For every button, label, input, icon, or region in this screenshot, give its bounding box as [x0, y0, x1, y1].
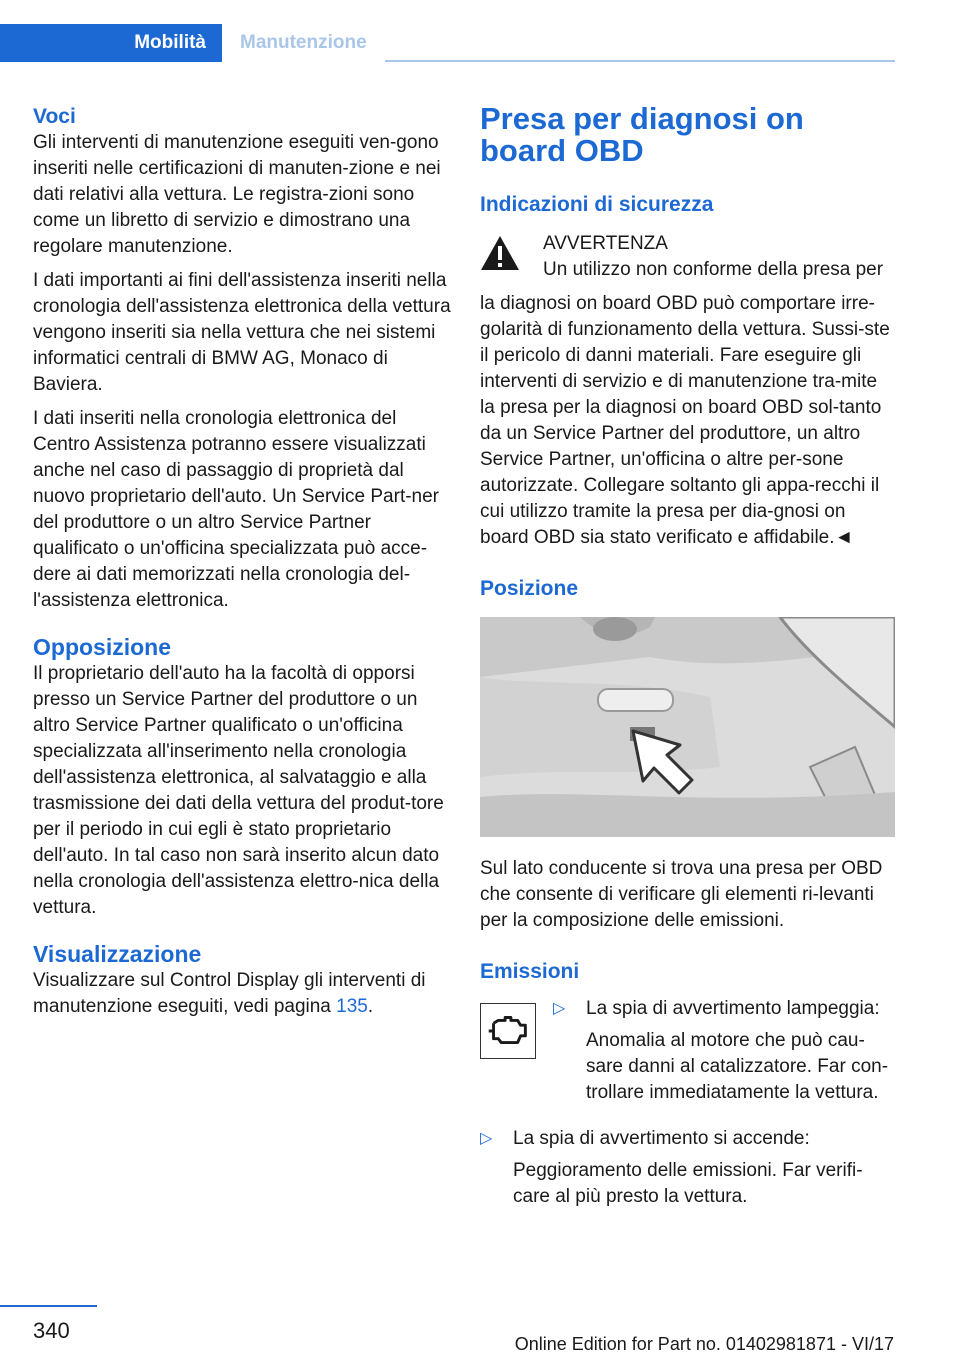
- bullet-steady-title: La spia di avvertimento si accende:: [513, 1128, 810, 1149]
- warning-block: [480, 231, 895, 291]
- visualizzazione-paragraph: [33, 968, 451, 1020]
- visualizzazione-text: Visualizzare sul Control Display gli interventi di manutenzione eseguiti, vedi pagina: [33, 970, 426, 1017]
- subsection-title-sicurezza: Indicazioni di sicurezza: [480, 193, 714, 216]
- voci-paragraph-1: Gli interventi di manutenzione eseguiti ven-gono inseriti nelle certificazioni di manuten-zione e nei dati relativi alla vettura. Le registra-zioni sono come un libretto di servizio e dimostrano una regolare manutenzione.: [33, 132, 441, 257]
- page-number: 340: [33, 1318, 70, 1343]
- bullet-flash-text: Anomalia al motore che può cau-sare danni al catalizzatore. Far con-trollare immediatamente la vettura.: [586, 1030, 889, 1103]
- edition-footer: Online Edition for Part no. 01402981871 - VI/17: [514, 1334, 894, 1354]
- header-tabbar: [0, 24, 895, 62]
- opposizione-paragraph: Il proprietario dell'auto ha la facoltà di opporsi presso un Service Partner del produttore o un altro Service Partner qualificato o un'officina specializzata all'inserimento nella cronologia dell'assistenza elettronica, al salvataggio e alla trasmissione dei dati della vettura del produt-tore per il periodo in cui egli è stato proprietario dell'auto. In tal caso non sarà inserito alcun dato nella cronologia dell'assistenza elettro-nica della vettura.: [33, 663, 444, 918]
- section-title-obd: Presa per diagnosi on board OBD: [480, 101, 804, 168]
- page-number-rule: [0, 1305, 97, 1307]
- warning-text: la diagnosi on board OBD può comportare irre-golarità di funzionamento della vettura. Sussi-ste il pericolo di danni materiali. Fare eseguire gli interventi di servizio e di manutenzione tra-mite la presa per la diagnosi on board OBD sol-tanto da un Service Partner del produttore, un altro Service Partner, un'officina o altre per-sone autorizzate. Collegare soltanto gli appa-recchi il cui utilizzo tramite la presa per dia-gnosi on board OBD sia stato verificato e affidabile.◄: [480, 293, 890, 548]
- obd-location-photo: [480, 617, 895, 837]
- subsection-title-posizione: Posizione: [480, 577, 579, 600]
- bullet-triangle-icon: ▷: [480, 1130, 493, 1147]
- engine-check-icon: [480, 1003, 536, 1059]
- emission-warning-flash: [480, 996, 895, 1118]
- visualizzazione-end: .: [367, 996, 374, 1017]
- bullet-steady: [480, 1126, 895, 1210]
- bullet-flash-title: La spia di avvertimento lampeggia:: [586, 998, 880, 1019]
- section-title-visualizzazione: Visualizzazione: [33, 941, 202, 967]
- posizione-paragraph: Sul lato conducente si trova una presa per OBD che consente di verificare gli elementi ri-levanti per la composizione delle emissioni.: [480, 858, 883, 931]
- tab-manutenzione[interactable]: Manutenzione: [222, 24, 385, 62]
- subsection-title-emissioni: Emissioni: [480, 960, 580, 983]
- voci-paragraph-3: I dati inseriti nella cronologia elettronica del Centro Assistenza potranno essere visualizzati anche nel caso di passaggio di proprietà dal nuovo proprietario dell'auto. Un Service Part-ner del produttore o un altro Service Partner qualificato o un'officina specializzata può acce-dere ai dati memorizzati nella cronologia del-l'assistenza elettronica.: [33, 408, 440, 611]
- section-title-voci: Voci: [33, 105, 76, 128]
- bullet-triangle-icon: ▷: [553, 1000, 566, 1017]
- page-link-135[interactable]: 135: [336, 996, 368, 1017]
- warning-icon: [480, 235, 520, 271]
- left-column: [33, 103, 451, 1028]
- bullet-flash: [553, 996, 895, 1106]
- voci-paragraph-2: I dati importanti ai fini dell'assistenza inseriti nella cronologia dell'assistenza elettronica della vettura vengono inseriti sia nella vettura che nei sistemi informatici centrali di BMW AG, Monaco di Baviera.: [33, 270, 451, 395]
- bullet-steady-text: Peggioramento delle emissioni. Far verifi-care al più presto la vettura.: [513, 1160, 863, 1207]
- warning-label: AVVERTENZA: [543, 233, 668, 254]
- right-column: [480, 103, 895, 1210]
- tab-mobilita[interactable]: Mobilità: [0, 24, 222, 62]
- section-title-opposizione: Opposizione: [33, 634, 171, 660]
- warning-first-line: Un utilizzo non conforme della presa per: [543, 259, 884, 280]
